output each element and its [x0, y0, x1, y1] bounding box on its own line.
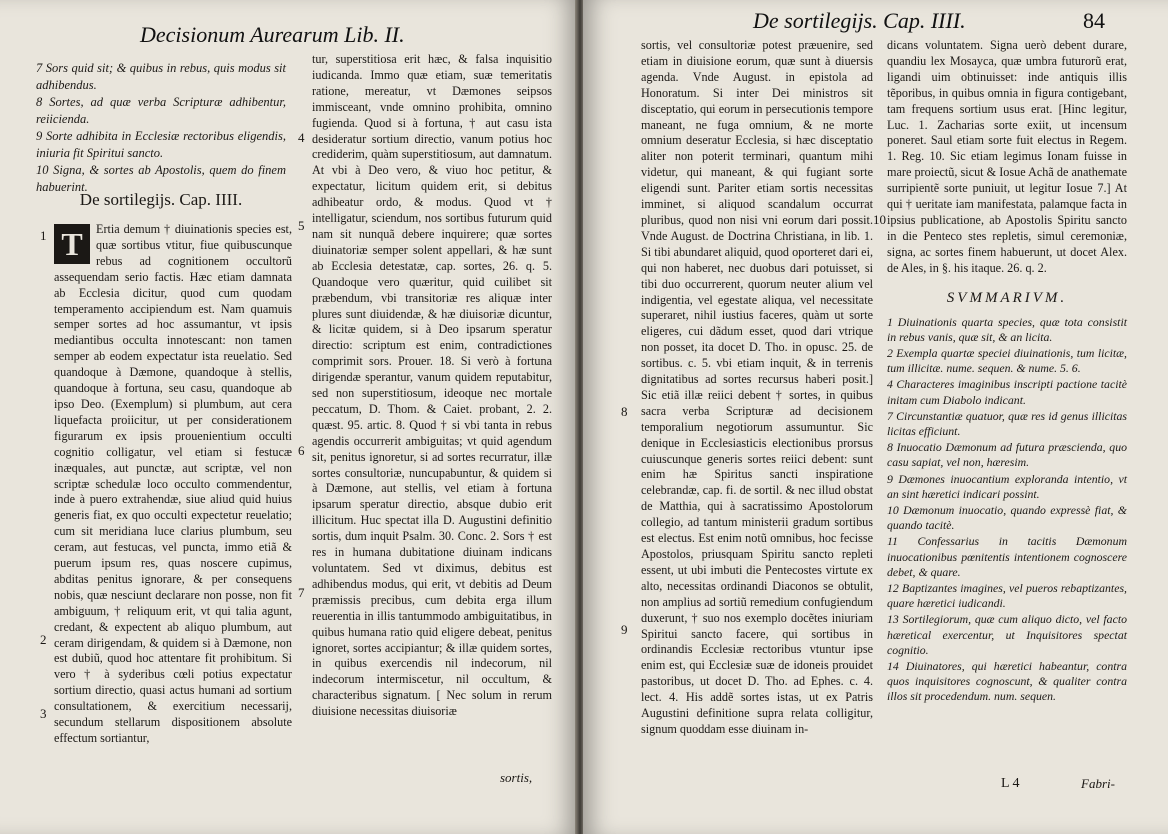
summary-list: [887, 315, 1127, 705]
margin-number: 9: [621, 622, 628, 637]
summary-item: 10 Dæmonum inuocatio, quando expressè fiat, & quando tacitè.: [887, 502, 1127, 533]
summary-item: 12 Baptizantes imagines, vel pueros rebaptizantes, quare hæretici iudicandi.: [887, 580, 1127, 611]
summary-item: 14 Diuinatores, qui hæretici habeantur, contra quos inquisitores cognoscunt, & qualiter contra illos sit procedendum. num. sequen.: [887, 658, 1127, 704]
summary-item: 2 Exempla quartæ speciei diuinationis, tum licitæ, tum illicitæ. nume. sequen. & nume. 5. 6.: [887, 345, 1127, 376]
summary-item: 7 Circunstantiæ quatuor, quæ res id genus illicitas licitas efficiunt.: [887, 408, 1127, 438]
margin-number: 6: [298, 443, 305, 458]
summary-item: 9 Dæmones inuocantium exploranda intentio, vt an sint hæretici indicari possint.: [887, 471, 1127, 501]
margin-number: 7: [298, 585, 305, 600]
left-intro-list: [36, 60, 286, 196]
summary-item: 11 Confessarius in tacitis Dæmonum inuocationibus pœnitentis intentionem cognoscere debet, & quare.: [887, 534, 1127, 579]
margin-number: 5: [298, 218, 305, 233]
right-col1-text: sortis, vel consultoriæ potest præuenire, sed etiam in diuisione eorum, quæ sunt à diuersis agenda. Vnde August. in epistola ad Honoratum. Si inter Dei ministros sit disceptatio, qui eorum in persecutionis tempore maneant, ne fuga omnium, & ne morte omnium deseratur Ecclesia, si hæc disceptatio aliter non poterit terminari, quantum mihi videtur, qui maneant, & qui fugiant sorte eligendi sunt. Pariter etiam sortis necessitas imminet, si aliquod scandalum occurrat pluribus, quod non nisi vni eorum dari possit. Vnde August. de Doctrina Christiana, in lib. 1. Si tibi abundaret aliquid, quod oporteret dari ei, qui non haberet, nec duobus dari potuisset, si tibi duo occurrerent, quorum neuter alium vel indigentia, vel egestate aliqua, vel necessitate superaret, nihil iustius faceres, quàm ut sorte eligeres, cui dãdum esset, quod dari vtrique non posset, ita docet D. Tho. in opusc. 25. de sortibus. c. 5. vbi etiam inquit, & in terrenis dignitatibus ad sortes recursus haberi posit.] Sic etiã illæ reiici debent † sortes, in quibus sacra verba Scripturæ ad decisionem temporalium negotiorum assumuntur. Sic denique in Ecclesiasticis electionibus prorsus cuiuscunque generis sortes reiici debent: sunt enim hæ Spiritus sancti inspiratione celebrandæ, cap. fi. de sortil. & nec illud obstat de Matthia, qui à sacratissimo Apostolorum collegio, ad tantum ministerii gradum sortibus est electus. Est enim notũ omnibus, hoc fecisse Apostolos, priusquam Spiritu sancto repleti essent, ut ubi imbuti die Pentecostes virtute ex alto, necessitas ordinandi Diaconos se obtulit, non amplius ad sortiũ remedium confugiendum duxerunt, † suo nos exemplo docẽtes iniuriam Spiritui sancto facere, qui sortibus in ordinandis Ecclesiæ rectoribus vtuntur ipse enim est, qui Ecclesiæ suæ de idoneis prouidet pastoribus, ut docet D. Tho. ad Ephes. c. 4. lect. 4. His addẽ sortes istas, ut ex Patris Augustini definitione supra relata colligitur, signum quoddam esse diuinam in-: [641, 38, 873, 736]
left-running-head: Decisionum Aurearum Lib. II.: [140, 22, 405, 47]
left-page: [0, 0, 577, 834]
right-running-head: De sortilegijs. Cap. IIII.: [753, 8, 966, 33]
left-column-2: [312, 52, 552, 780]
right-catchword: Fabri-: [1081, 776, 1115, 791]
intro-item: 10 Signa, & sortes ab Apostolis, quem do finem habuerint.: [36, 163, 286, 194]
summary-item: 4 Characteres imaginibus inscripti pactione tacitè initam cum Diabolo indicant.: [887, 377, 1127, 407]
margin-number: 2: [40, 632, 47, 647]
right-column-1: [641, 38, 873, 778]
summary-item: 8 Inuocatio Dæmonum ad futura præscienda, quo casu sapiat, vel non, hæresim.: [887, 440, 1127, 470]
right-page: [583, 0, 1168, 834]
margin-number: 8: [621, 404, 628, 419]
intro-item: 7 Sors quid sit; & quibus in rebus, quis modus sit adhibendus.: [36, 61, 286, 92]
chapter-heading: De sortilegijs. Cap. IIII.: [79, 190, 243, 209]
margin-number: 10: [873, 212, 886, 227]
left-col1-text: Ertia demum † diuinationis species est, quæ sortibus vtitur, fiue quibuscunque rebus ad cognitionem occultorũ assequendam serio factis. Hæc etiam damnata ab Ecclesia dicitur, quod cum quodam temperamento accipiendum est. Nam quamuis semper sortes ad hoc assumantur, vt ipsis mediantibus occulta innotescant: non tamen semper ab eodem expectatur ista reuelatio. Sed quandoque à Dæmone, quandoque à stellis, quandoque à fortuna, seu casu, quandoque ab ipso Deo. (Exemplum) si plumbum, aut cera liquefacta proiicitur, ut per considerationem figurarum ex ipsis prouenientium occulti cognitio colligatur, vel etiam si festucæ inæquales, aut punctæ, aut scriptæ, vel non scriptæ schedulæ loco occulto commendentur, inde à puero extrahendæ, siue aliud quid huius generis fiat, ex quo occulti expectetur reuelatio; cum sit meridiana luce clarius plumbum, seu ceram, aut festucas, vel puncta, immo etiã & puerum ipsum res, quas noscere cupimus, abditas penitus ignorare, & per consequens nobis, quæ nesciunt declarare non posse, non fit ambiguum, † reliquum erit, vt qui talia agunt, credant, & expectent ab aliquo plumbum, aut ceram dirigendam, & quidem si à Dæmone, non est dubiũ, quod hoc attentare fit prohibitum. Si vero † à syderibus cœli potius expectatur sortium directio, quasi actus humani ad sortium consultationem, & exercitium necessarij, secundum stellarum dispositionem absolute effectum sortiantur,: [54, 222, 292, 745]
summarium-title: SVMMARIVM.: [946, 289, 1068, 306]
summary-item: 13 Sortilegiorum, quæ cum aliquo dicto, vel facto hæretical exercentur, ut Inquisitores spectat cognitio.: [887, 612, 1127, 657]
dropcap-initial: T: [54, 224, 90, 264]
right-column-2: [887, 38, 1127, 706]
intro-item: 8 Sortes, ad quæ verba Scripturæ adhibentur, reiicienda.: [36, 95, 286, 126]
margin-number: 1: [40, 228, 47, 243]
left-catchword: sortis,: [500, 770, 533, 785]
left-heading-block: [36, 188, 286, 214]
right-col2-text: dicans voluntatem. Signa uerò debent durare, quandiu lex Mosayca, quæ umbra futurorũ erat, ligandi uim obtinuisset: inde antiquis illis tẽporibus, in quibus omnia in figura contigebant, tam frequens sortium usus erat. [Hinc legitur, Luc. 1. Zacharias sorte exiit, ut incensum poneret. Saul etiam sorte fuit electus in Regem. 1. Reg. 10. Sic etiam legimus Ionam fuisse in mare proiectũ, sicut & Iosue Achã de anathemate surripientẽ sorte puniuit, ut legitur Iosue 7.] At qui † ueritate iam manifestata, palamque facta in ipsius publicatione, ab Apostolis Spiritu sancto in die Penteco stes repletis, simul ceremoniæ, signa, ac sortes finem habuerunt, ut docet Alex. de Ales, in §. his itaque. 26. q. 2.: [887, 38, 1127, 275]
intro-item: 9 Sorte adhibita in Ecclesiæ rectoribus eligendis, iniuria fit Spiritui sancto.: [36, 129, 286, 160]
left-col2-text: tur, superstitiosa erit hæc, & falsa inquisitio iudicanda. Immo quæ etiam, suæ temeritatis ratione, mereatur, vt Dæmones seipsos immisceant, vnde omnino prohibita, omnino fugienda. Quod si à fortuna, † aut casu ista desideratur sortium directio, vanum potius hoc crediderim, quàm superstitiosum, aut damnatum. At vbi à Deo vero, & viuo hoc petitur, & expectatur, licitum quidem erit, si debitus adhibeatur ordo, & modus. Quod vt † intelligatur, sciendum, nos sortibus futurum quid nam sit nunquã debere inquirere; quæ sortes diuinatoriæ semper solent appellari, & hæ sunt ab Ecclesia detestatæ, cap. sortes, 26. q. 5. Quandoque vero quæritur, quid cuilibet sit præbendum, vbi transitoriæ res aliquæ inter plures sunt diuidendæ, & hæ diuisoriæ dicuntur, & licitæ quidem, si à Deo ipsarum speratur directio: scriptum est enim, contradictiones comprimit sors. Prouer. 18. Si verò à fortuna dirigendæ sperantur, vanum quidem reputabitur, sed non superstitiosum, ideoque nec mortale peccatum, D. Thom. & Caiet. probant, 2. 2. quæst. 95. artic. 8. Quod † si vbi tanta in rebus agendis occurrerit ambiguitas; vt quid agendum sit, penitus ignoretur, si ad sortes recurratur, illæ sortes consultoriæ, nuncupabuntur, & quidem si à Dæmone, aut stellis, vel etiam à fortuna ipsarum speratur directio, absque dubio erit illicitum. Huc spectat illa D. Augustini definitio sortis, dum inquit Psalm. 30. Conc. 2. Sors † est res in humana dubitatione diuinam indicans voluntatem. Sed vt diximus, debitus est adhibendus modus, qui erit, vt debitis ad Deum præmissis precibus, cum debita erga illum reuerentia in illis tantummodo ambiguitatibus, in quibus humana ratio quid eligere debeat, penitus ignoret, sortes accipiantur; & illæ quidem sortes, in quibus exercendis nil indecorum, nil indecorum intermiscetur, nil occultum, & characteribus signatum. [ Nec solum in rerum diuisione necessitas diuisoriæ: [312, 52, 552, 719]
summary-item: 1 Diuinationis quarta species, quæ tota consistit in rebus vanis, quæ sit, & an licita.: [887, 314, 1127, 344]
left-column-1: [54, 222, 292, 822]
signature-mark: L 4: [1001, 776, 1020, 791]
margin-number: 4: [298, 130, 305, 145]
folio-number: 84: [1083, 8, 1105, 33]
margin-number: 3: [40, 706, 47, 721]
